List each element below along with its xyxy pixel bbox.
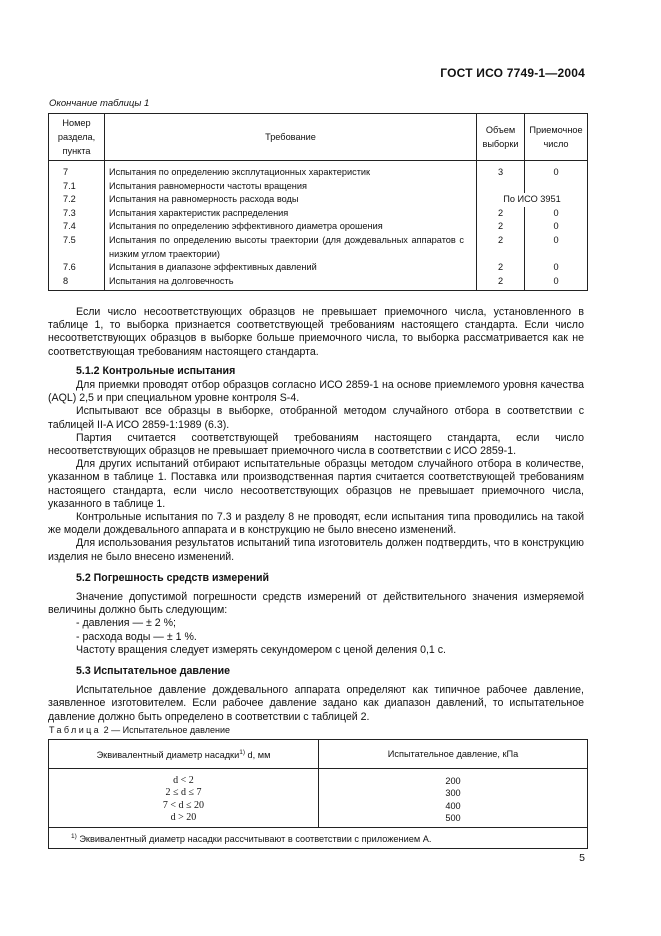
- table-row: [49, 161, 588, 180]
- list-item: - расхода воды — ± 1 %.: [76, 630, 197, 643]
- table2-caption-text: 2 — Испытательное давление: [101, 725, 230, 735]
- row-vol: 3: [477, 161, 525, 180]
- list-item: - давления — ± 2 %;: [76, 617, 176, 630]
- table1-header-num: Номер раздела, пункта: [49, 114, 105, 161]
- row-acc: 0: [553, 262, 559, 273]
- table1-header-req: Требование: [105, 114, 477, 161]
- row-acc: 0: [553, 275, 559, 286]
- footnote-marker: 1): [71, 832, 77, 840]
- paragraph: Частоту вращения следует измерять секундомером с ценой деления 0,1 с.: [76, 643, 446, 656]
- table1-header-acc: Приемочное число: [525, 114, 588, 161]
- table-row: [49, 275, 588, 291]
- table2: [48, 739, 588, 849]
- row-req: Испытания на равномерность расхода воды: [105, 193, 477, 207]
- footnote-text: Эквивалентный диаметр насадки рассчитывают в соответствии с приложением А.: [76, 833, 432, 844]
- row-num: 8: [63, 275, 69, 286]
- row-vol: 2: [477, 275, 525, 291]
- table2-header-pressure: Испытательное давление, кПа: [319, 740, 588, 769]
- section-heading-5-3: 5.3 Испытательное давление: [76, 665, 231, 678]
- row-vol: [477, 180, 525, 194]
- row-acc: 0: [553, 207, 559, 218]
- pressure-value: 500: [445, 813, 461, 824]
- row-num: 7.3: [63, 207, 76, 218]
- document-header: ГОСТ ИСО 7749-1—2004: [440, 66, 585, 80]
- row-num: 7.1: [63, 180, 76, 191]
- row-req: Испытания в диапазоне эффективных давлений: [105, 261, 477, 275]
- paragraph: Для приемки проводят отбор образцов согласно ИСО 2859-1 на основе приемлемого уровня качества (AQL) 2,5 и при специальном уровне контроля S-4.: [48, 379, 584, 405]
- diameter-range: d > 20: [49, 812, 319, 827]
- table-row: [49, 787, 588, 799]
- row-vol: 2: [477, 261, 525, 275]
- pressure-value: 400: [445, 800, 461, 811]
- paragraph: Для других испытаний отбирают испытательные образцы методом случайного отбора в количестве, указанном в таблице 1. Поставка или производственная партия считается соответствующей требованиям настоящего стандарта, если число несоответствующих образцов не превышает приемочного числа, указанного в таблице 1.: [48, 458, 584, 510]
- table1-caption: Окончание таблицы 1: [49, 98, 150, 109]
- table2-caption: [49, 725, 230, 735]
- page-number: 5: [579, 852, 585, 864]
- row-req: Испытания по определению эксплутационных характеристик: [105, 161, 477, 180]
- table2-footnote: [49, 827, 588, 848]
- pressure-value: 300: [445, 788, 461, 799]
- table-row: [49, 180, 588, 194]
- paragraph: Для использования результатов испытаний типа изготовитель должен подтвердить, что в конструкцию изделия не было внесено изменений.: [48, 537, 584, 563]
- row-vol: 2: [477, 220, 525, 234]
- table-row: [49, 800, 588, 812]
- table-row: [49, 234, 588, 261]
- row-req: Испытания характеристик распределения: [105, 207, 477, 221]
- row-acc: 0: [553, 167, 559, 177]
- row-acc: [525, 180, 588, 194]
- paragraph: Контрольные испытания по 7.3 и разделу 8 не проводят, если испытания типа проводились на такой же модели дождевального аппарата и в конструкцию не было внесено изменений.: [48, 511, 584, 537]
- row-num: 7.4: [63, 221, 76, 232]
- row-req: Испытания на долговечность: [105, 275, 477, 291]
- paragraph: Значение допустимой погрешности средств измерений от действительного значения измеряемой величины должно быть следующим:: [48, 591, 584, 617]
- diameter-range: 7 < d ≤ 20: [49, 800, 319, 812]
- table1: [48, 113, 588, 291]
- row-req: Испытания равномерности частоты вращения: [105, 180, 477, 194]
- row-vol: 2: [477, 207, 525, 221]
- table-row: [49, 812, 588, 827]
- table-row: [49, 261, 588, 275]
- diameter-range: 2 ≤ d ≤ 7: [49, 787, 319, 799]
- section-heading-5-1-2: 5.1.2 Контрольные испытания: [76, 364, 236, 377]
- row-acc: 0: [553, 221, 559, 232]
- row-merged-value: По ИСО 3951: [503, 194, 561, 205]
- table-row: [49, 193, 588, 207]
- table1-header-vol: Объем выборки: [477, 114, 525, 161]
- table-row: [49, 220, 588, 234]
- row-num: 7.2: [63, 194, 76, 205]
- row-num: 7: [63, 167, 69, 177]
- row-vol: 2: [477, 234, 525, 261]
- paragraph: Если число несоответствующих образцов не превышает приемочного числа, установленного в таблице 1, то выборка признается соответствующей требованиям настоящего стандарта. Если число несоответствующих образцов в выборке больше приемочного числа, то выборка рассматривается как не соответствующая требованиям настоящего стандарта.: [48, 306, 584, 358]
- pressure-value: 200: [445, 776, 461, 786]
- footnote-marker: 1): [239, 748, 245, 756]
- row-num: 7.6: [63, 262, 76, 273]
- table2-header-diameter: [49, 740, 319, 769]
- header-text: Эквивалентный диаметр насадки: [96, 749, 240, 760]
- row-req: Испытания по определению эффективного диаметра орошения: [105, 220, 477, 234]
- section-heading-5-2: 5.2 Погрешность средств измерений: [76, 571, 270, 584]
- row-num: 7.5: [63, 234, 76, 245]
- table2-caption-word: Таблица: [49, 725, 102, 735]
- table-row: [49, 207, 588, 221]
- row-acc: 0: [553, 234, 559, 245]
- paragraph: Испытывают все образцы в выборке, отобранной методом случайного отбора в соответствии с таблицей II-A ИСО 2859-1:1989 (6.3).: [48, 405, 584, 431]
- header-unit: d, мм: [245, 749, 271, 760]
- row-req: Испытания по определению высоты траектории (для дождевальных аппаратов с низким углом траектории): [105, 234, 477, 261]
- table-row: [49, 769, 588, 788]
- paragraph: Испытательное давление дождевального аппарата определяют как типичное рабочее давление, заявленное изготовителем. Если рабочее давление задано как диапазон давлений, то испытательное давление должно быть определено в соответствии с таблицей 2.: [48, 684, 584, 723]
- diameter-range: d < 2: [49, 769, 319, 788]
- paragraph: Партия считается соответствующей требованиям настоящего стандарта, если число несоответствующих образцов не превышает приемочного числа в соответствии с ИСО 2859-1.: [48, 431, 584, 458]
- body-text: [48, 306, 584, 724]
